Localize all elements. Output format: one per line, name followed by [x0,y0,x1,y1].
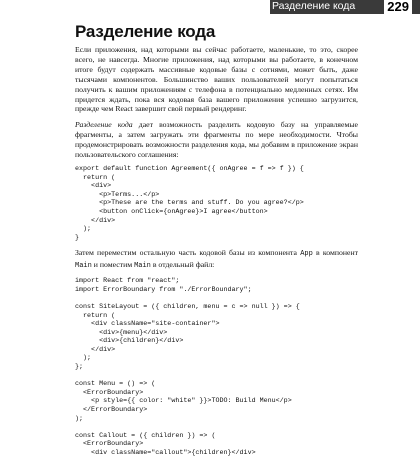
page-number: 229 [384,0,412,14]
inline-code-app: App [300,250,313,259]
paragraph-code-splitting [75,120,358,160]
paragraph-intro: Если приложения, над которыми вы сейчас работаете, маленькие, то это, скорее всего, не навсегда. Многие приложения, над которыми вы работаете, в конечном итоге будут содержать массивные кодовые базы с сотнями, может быть, даже тысячами компонентов. Большинство ваших пользователей могут попытаться получить к вашим приложениям с телефона в потенциально медленных сетях. Им придется ждать, пока вся кодовая база вашего приложения успешно загрузится, прежде чем React завершит свой первый рендеринг. [75,45,358,114]
running-header-title: Разделение кода [272,0,356,12]
term-code-splitting: Разделение кода [75,120,133,130]
paragraph-text-4: в отдельный файл: [150,260,215,270]
code-block-main: import React from "react"; import ErrorBoundary from "./ErrorBoundary"; const SiteLayout = ({ children, menu = c => null }) => { return ( <div className="site-container"> <div>{menu}</div> <div>{children}</div> </div> ); }; const Menu = () => ( <ErrorBoundary> <p style={{ color: "white" }}>TODO: Build Menu</p> </ErrorBoundary> ); const Callout = ({ children }) => ( <ErrorBoundary> <div className="callout">{children}</div> [75,277,300,457]
paragraph-text-2: в компонент [312,248,359,258]
inline-code-main: Main [75,262,92,271]
section-title: Разделение кода [75,22,216,41]
paragraph-text-3: и поместим [91,260,135,270]
page-content [75,45,358,464]
paragraph-text-1: Затем переместим остальную часть кодовой базы из компонента [75,248,301,258]
inline-code-main-2: Main [134,262,151,271]
code-block-agreement: export default function Agreement({ onAgree = f => f }) { return ( <div> <p>Terms...</p> <p>These are the terms and stuff. Do you agree?</p> <button onClick={onAgree}>I agree</button> </div> ); } [75,164,304,242]
paragraph-main-move [75,248,358,272]
paragraph-code-splitting-text: дает возможность разделить кодовую базу на управляемые фрагменты, а затем загружать эти фрагменты по мере необходимости. Чтобы продемонстрировать возможности разделения кода, мы добавим в приложение экран пользовательского соглашения: [75,120,358,160]
